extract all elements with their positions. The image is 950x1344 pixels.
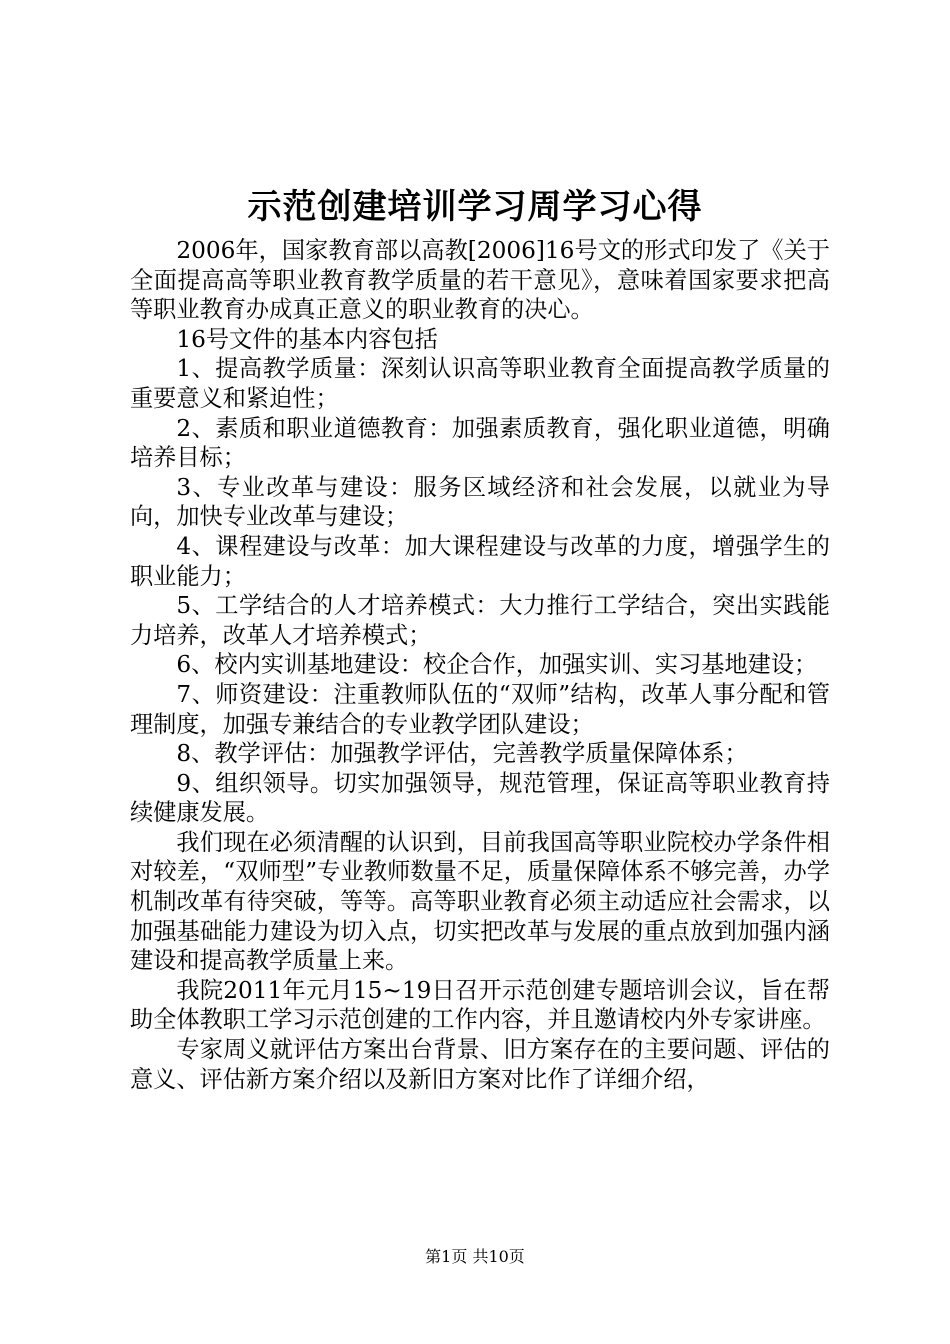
list-item: 6、校内实训基地建设：校企合作，加强实训、实习基地建设；	[176, 651, 818, 679]
paragraph: 我院2011年元月15~19日召开示范创建专题培训会议，旨在帮助全体教职工学习示范创建的工作内容，并且邀请校内外专家讲座。	[130, 976, 830, 1034]
list-item: 3、专业改革与建设：服务区域经济和社会发展，以就业为导向，加快专业改革与建设；	[130, 473, 830, 531]
list-item: 7、师资建设：注重教师队伍的“双师”结构，改革人事分配和管理制度，加强专兼结合的专业教学团队建设；	[130, 680, 830, 738]
list-item: 2、素质和职业道德教育：加强素质教育，强化职业道德，明确培养目标；	[130, 414, 830, 472]
list-item: 4、课程建设与改革：加大课程建设与改革的力度，增强学生的职业能力；	[130, 532, 830, 590]
document-title: 示范创建培训学习周学习心得	[247, 187, 703, 227]
list-item: 9、组织领导。切实加强领导，规范管理，保证高等职业教育持续健康发展。	[130, 769, 830, 827]
paragraph: 我们现在必须清醒的认识到，目前我国高等职业院校办学条件相对较差，“双师型”专业教师数量不足，质量保障体系不够完善，办学机制改革有待突破，等等。高等职业教育必须主动适应社会需求，以加强基础能力建设为切入点，切实把改革与发展的重点放到加强内涵建设和提高教学质量上来。	[130, 828, 830, 975]
list-item: 8、教学评估：加强教学评估，完善教学质量保障体系；	[176, 740, 748, 768]
paragraph: 16号文件的基本内容包括	[176, 325, 438, 353]
document-body	[130, 236, 830, 1094]
list-item: 1、提高教学质量：深刻认识高等职业教育全面提高教学质量的重要意义和紧迫性；	[130, 355, 830, 412]
paragraph: 专家周义就评估方案出台背景、旧方案存在的主要问题、评估的意义、评估新方案介绍以及新旧方案对比作了详细介绍，	[130, 1036, 830, 1093]
paragraph: 2006年，国家教育部以高教[2006]16号文的形式印发了《关于全面提高高等职业教育教学质量的若干意见》，意味着国家要求把高等职业教育办成真正意义的职业教育的决心。	[130, 237, 830, 324]
list-item: 5、工学结合的人才培养模式：大力推行工学结合，突出实践能力培养，改革人才培养模式；	[130, 592, 830, 649]
page-number-footer: 第1页 共10页	[425, 1247, 525, 1266]
